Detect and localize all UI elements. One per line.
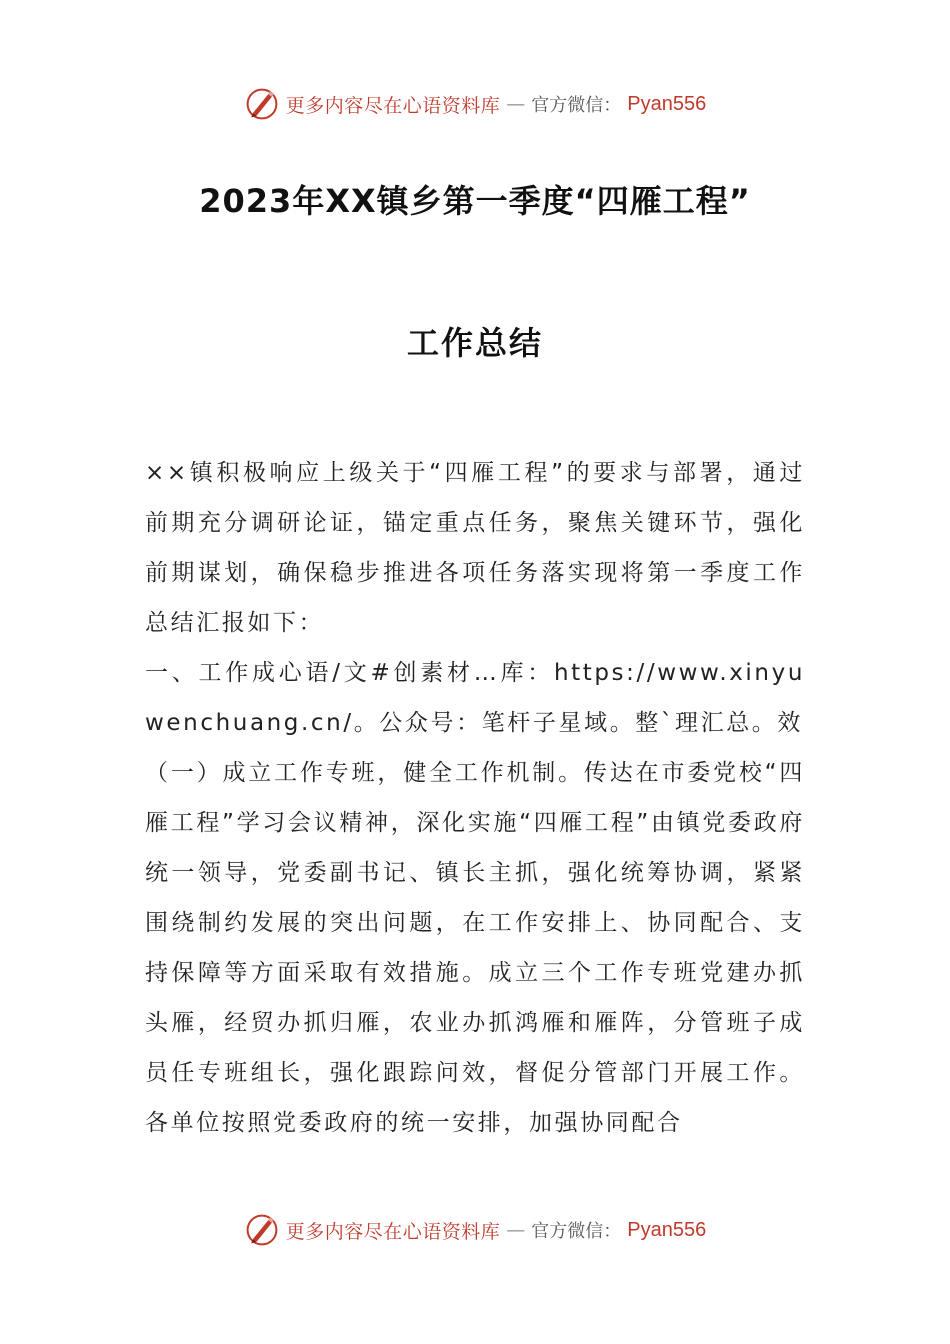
pen-logo-icon [244, 86, 280, 122]
wechat-id: Pyan556 [627, 92, 707, 115]
header-watermark-banner [0, 82, 950, 126]
wechat-id: Pyan556 [627, 1218, 707, 1241]
footer-watermark-banner [0, 1208, 950, 1252]
pen-logo-icon [244, 1212, 280, 1248]
watermark-text: 更多内容尽在心语资料库 [285, 1220, 501, 1243]
document-title: 2023年XX镇乡第一季度“四雁工程” [199, 182, 751, 220]
subsection-paragraph: （一）成立工作专班，健全工作机制。传达在市委党校“四雁工程”学习会议精神，深化实施“四雁工程”由镇党委政府统一领导，党委副书记、镇长主抓，强化统筹协调，紧紧围绕制约发展的突出问题，在工作安排上、协同配合、支持保障等方面采取有效措施。成立三个工作专班党建办抓头雁，经贸办抓归雁，农业办抓鸿雁和雁阵，分管班子成员任专班组长，强化跟踪问效，督促分管部门开展工作。各单位按照党委政府的统一安排，加强协同配合 [145, 760, 805, 1136]
wechat-label: 官方微信： [531, 95, 622, 116]
section-heading-paragraph: 一、工作成心语/文#创素材…库：https://www.xinyuwenchuang.cn/。公众号：笔杆子星域。整`理汇总。效 [145, 660, 805, 736]
watermark-separator: — [506, 93, 526, 115]
intro-paragraph: ××镇积极响应上级关于“四雁工程”的要求与部署，通过前期充分调研论证，锚定重点任务，聚焦关键环节，强化前期谋划，确保稳步推进各项任务落实现将第一季度工作总结汇报如下： [145, 460, 805, 636]
watermark-separator: — [506, 1219, 526, 1241]
document-subtitle: 工作总结 [406, 324, 543, 362]
wechat-label: 官方微信： [531, 1221, 622, 1242]
document-body [145, 448, 805, 1148]
watermark-text: 更多内容尽在心语资料库 [285, 94, 501, 117]
